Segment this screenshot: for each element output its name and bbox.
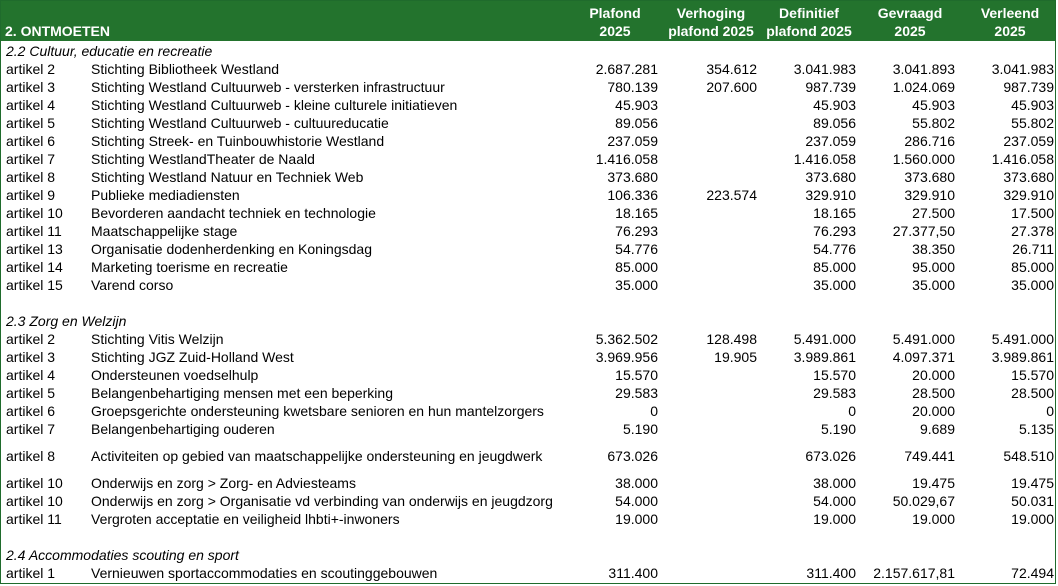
definitief-cell: 76.293 xyxy=(813,223,856,239)
plafond-cell: 54.000 xyxy=(615,493,658,509)
table-row[interactable] xyxy=(1,276,1056,294)
article-cell: artikel 13 xyxy=(6,241,63,257)
definitief-cell: 373.680 xyxy=(805,169,856,185)
description-cell: Organisatie dodenherdenking en Koningsdag xyxy=(91,241,372,257)
verleend-cell: 55.802 xyxy=(1011,115,1054,131)
plafond-cell: 0 xyxy=(650,403,658,419)
table-row[interactable] xyxy=(1,150,1056,168)
article-cell: artikel 1 xyxy=(6,565,56,581)
plafond-cell: 5.362.502 xyxy=(595,331,658,347)
table-row[interactable] xyxy=(1,222,1056,240)
table-row[interactable] xyxy=(1,402,1056,420)
description-cell: Stichting JGZ Zuid-Holland West xyxy=(91,349,294,365)
gevraagd-cell: 9.689 xyxy=(919,421,955,437)
verleend-cell: 548.510 xyxy=(1003,448,1054,464)
article-cell: artikel 3 xyxy=(6,349,56,365)
plafond-cell: 311.400 xyxy=(608,565,658,581)
section-heading: 2.3 Zorg en Welzijn xyxy=(6,313,127,329)
section-heading: 2.4 Accommodaties scouting en sport xyxy=(6,547,239,563)
definitief-cell: 45.903 xyxy=(813,97,856,113)
article-cell: artikel 8 xyxy=(6,448,56,464)
table-row[interactable] xyxy=(1,258,1056,276)
plafond-cell: 38.000 xyxy=(615,475,658,491)
article-cell: artikel 14 xyxy=(6,259,63,275)
gevraagd-cell: 28.500 xyxy=(912,385,955,401)
table-row[interactable] xyxy=(1,132,1056,150)
plafond-cell: 29.583 xyxy=(615,385,658,401)
article-cell: artikel 2 xyxy=(6,61,56,77)
description-cell: Stichting Vitis Welzijn xyxy=(91,331,224,347)
table-row[interactable] xyxy=(1,186,1056,204)
verleend-cell: 987.739 xyxy=(1003,79,1054,95)
definitief-cell: 673.026 xyxy=(805,448,856,464)
column-header-verhoging[interactable] xyxy=(661,4,761,40)
gevraagd-cell: 55.802 xyxy=(912,115,955,131)
gevraagd-cell: 27.500 xyxy=(912,205,955,221)
plafond-cell: 15.570 xyxy=(615,367,658,383)
article-cell: artikel 7 xyxy=(6,151,56,167)
gevraagd-cell: 1.560.000 xyxy=(892,151,955,167)
gevraagd-cell: 3.041.893 xyxy=(892,61,955,77)
description-cell: Activiteiten op gebied van maatschappelijke ondersteuning en jeugdwerk xyxy=(91,448,543,464)
article-cell: artikel 4 xyxy=(6,97,56,113)
verleend-cell: 26.711 xyxy=(1012,241,1054,257)
column-header-gevraagd[interactable] xyxy=(865,4,955,40)
description-cell: Belangenbehartiging ouderen xyxy=(91,421,275,437)
verhoging-cell: 207.600 xyxy=(706,79,757,95)
table-row[interactable] xyxy=(1,492,1056,510)
gevraagd-cell: 5.491.000 xyxy=(892,331,955,347)
gevraagd-cell: 4.097.371 xyxy=(892,349,955,365)
table-row[interactable] xyxy=(1,168,1056,186)
verleend-cell: 5.491.000 xyxy=(991,331,1054,347)
section-heading: 2.2 Cultuur, educatie en recreatie xyxy=(6,43,213,59)
verleend-cell: 5.135 xyxy=(1018,421,1054,437)
verleend-cell: 3.989.861 xyxy=(991,349,1054,365)
plafond-cell: 780.139 xyxy=(607,79,658,95)
verleend-cell: 27.378 xyxy=(1011,223,1054,239)
article-cell: artikel 11 xyxy=(6,223,62,239)
definitief-cell: 5.491.000 xyxy=(793,331,856,347)
table-row[interactable] xyxy=(1,78,1056,96)
article-cell: artikel 15 xyxy=(6,277,63,293)
definitief-cell: 89.056 xyxy=(813,115,856,131)
gevraagd-cell: 286.716 xyxy=(904,133,955,149)
definitief-cell: 987.739 xyxy=(805,79,856,95)
gevraagd-cell: 50.029,67 xyxy=(892,493,955,509)
table-row[interactable] xyxy=(1,474,1056,492)
column-header-plafond[interactable] xyxy=(585,4,645,40)
definitief-cell: 35.000 xyxy=(813,277,856,293)
column-header-line: Verleend xyxy=(980,5,1040,21)
article-cell: artikel 11 xyxy=(6,511,62,527)
column-header-line: Gevraagd xyxy=(877,5,943,21)
definitief-cell: 54.000 xyxy=(813,493,856,509)
gevraagd-cell: 373.680 xyxy=(904,169,955,185)
definitief-cell: 38.000 xyxy=(813,475,856,491)
plafond-cell: 89.056 xyxy=(615,115,658,131)
definitief-cell: 85.000 xyxy=(813,259,856,275)
column-header-definitief[interactable] xyxy=(759,4,859,40)
gevraagd-cell: 329.910 xyxy=(904,187,955,203)
article-cell: artikel 2 xyxy=(6,331,56,347)
verleend-cell: 0 xyxy=(1046,403,1054,419)
description-cell: Maatschappelijke stage xyxy=(91,223,238,239)
definitief-cell: 237.059 xyxy=(805,133,856,149)
gevraagd-cell: 2.157.617,81 xyxy=(873,565,955,581)
verleend-cell: 3.041.983 xyxy=(991,61,1054,77)
table-row[interactable] xyxy=(1,510,1056,528)
table-row[interactable] xyxy=(1,114,1056,132)
description-cell: Marketing toerisme en recreatie xyxy=(91,259,288,275)
column-header-line: 2025 xyxy=(994,23,1026,39)
definitief-cell: 311.400 xyxy=(806,565,856,581)
gevraagd-cell: 27.377,50 xyxy=(892,223,955,239)
description-cell: Publieke mediadiensten xyxy=(91,187,240,203)
definitief-cell: 54.776 xyxy=(813,241,856,257)
definitief-cell: 0 xyxy=(848,403,856,419)
table-row[interactable] xyxy=(1,564,1056,582)
description-cell: Belangenbehartiging mensen met een beperking xyxy=(91,385,393,401)
verleend-cell: 72.494 xyxy=(1011,565,1054,581)
gevraagd-cell: 20.000 xyxy=(912,367,955,383)
article-cell: artikel 7 xyxy=(6,421,56,437)
description-cell: Stichting Westland Cultuurweb - versterken infrastructuur xyxy=(91,79,445,95)
plafond-cell: 18.165 xyxy=(615,205,658,221)
table-row[interactable] xyxy=(1,348,1056,366)
verleend-cell: 35.000 xyxy=(1011,277,1054,293)
plafond-cell: 2.687.281 xyxy=(595,61,658,77)
description-cell: Onderwijs en zorg > Zorg- en Adviesteams xyxy=(91,475,356,491)
column-header-line: Verhoging xyxy=(676,5,746,21)
plafond-cell: 106.336 xyxy=(607,187,658,203)
description-cell: Stichting Streek- en Tuinbouwhistorie Westland xyxy=(91,133,385,149)
column-header-line: 2025 xyxy=(599,23,631,39)
verleend-cell: 85.000 xyxy=(1011,259,1054,275)
verhoging-cell: 223.574 xyxy=(706,187,757,203)
definitief-cell: 3.041.983 xyxy=(793,61,856,77)
plafond-cell: 19.000 xyxy=(615,511,658,527)
verhoging-cell: 354.612 xyxy=(706,61,757,77)
gevraagd-cell: 19.000 xyxy=(912,511,955,527)
gevraagd-cell: 19.475 xyxy=(912,475,955,491)
verhoging-cell: 128.498 xyxy=(706,331,757,347)
definitief-cell: 3.989.861 xyxy=(793,349,856,365)
section-title: 2. ONTMOETEN xyxy=(5,23,111,39)
article-cell: artikel 5 xyxy=(6,115,56,131)
article-cell: artikel 8 xyxy=(6,169,56,185)
description-cell: Stichting Westland Natuur en Techniek Web xyxy=(91,169,364,185)
definitief-cell: 5.190 xyxy=(820,421,856,437)
article-cell: artikel 3 xyxy=(6,79,56,95)
plafond-cell: 45.903 xyxy=(615,97,658,113)
description-cell: Bevorderen aandacht techniek en technologie xyxy=(91,205,376,221)
table-row[interactable] xyxy=(1,447,1056,465)
article-cell: artikel 5 xyxy=(6,385,56,401)
gevraagd-cell: 1.024.069 xyxy=(892,79,955,95)
plafond-cell: 35.000 xyxy=(615,277,658,293)
definitief-cell: 29.583 xyxy=(813,385,856,401)
gevraagd-cell: 20.000 xyxy=(912,403,955,419)
column-header-line: plafond 2025 xyxy=(668,23,754,39)
article-cell: artikel 10 xyxy=(6,493,63,509)
verleend-cell: 19.475 xyxy=(1011,475,1054,491)
article-cell: artikel 10 xyxy=(6,475,63,491)
plafond-cell: 85.000 xyxy=(615,259,658,275)
plafond-cell: 237.059 xyxy=(607,133,658,149)
verleend-cell: 45.903 xyxy=(1011,97,1054,113)
table-row[interactable] xyxy=(1,204,1056,222)
table-row[interactable] xyxy=(1,60,1056,78)
verleend-cell: 50.031 xyxy=(1011,493,1054,509)
plafond-cell: 5.190 xyxy=(622,421,658,437)
gevraagd-cell: 95.000 xyxy=(912,259,955,275)
plafond-cell: 76.293 xyxy=(615,223,658,239)
gevraagd-cell: 38.350 xyxy=(912,241,955,257)
description-cell: Vergroten acceptatie en veiligheid lhbti+-inwoners xyxy=(91,511,400,527)
column-header-line: plafond 2025 xyxy=(766,23,852,39)
description-cell: Ondersteunen voedselhulp xyxy=(91,367,259,383)
verleend-cell: 1.416.058 xyxy=(991,151,1054,167)
table-row[interactable] xyxy=(1,96,1056,114)
plafond-cell: 1.416.058 xyxy=(595,151,658,167)
article-cell: artikel 10 xyxy=(6,205,63,221)
verleend-cell: 19.000 xyxy=(1011,511,1054,527)
article-cell: artikel 6 xyxy=(6,133,56,149)
verleend-cell: 373.680 xyxy=(1003,169,1054,185)
plafond-cell: 673.026 xyxy=(607,448,658,464)
description-cell: Stichting Bibliotheek Westland xyxy=(91,61,280,77)
description-cell: Stichting WestlandTheater de Naald xyxy=(91,151,315,167)
table-row[interactable] xyxy=(1,366,1056,384)
verleend-cell: 28.500 xyxy=(1011,385,1054,401)
description-cell: Stichting Westland Cultuurweb - kleine culturele initiatieven xyxy=(91,97,458,113)
verleend-cell: 329.910 xyxy=(1003,187,1054,203)
plafond-cell: 54.776 xyxy=(615,241,658,257)
description-cell: Vernieuwen sportaccommodaties en scoutinggebouwen xyxy=(91,565,438,581)
article-cell: artikel 9 xyxy=(6,187,56,203)
gevraagd-cell: 45.903 xyxy=(912,97,955,113)
plafond-cell: 373.680 xyxy=(607,169,658,185)
description-cell: Onderwijs en zorg > Organisatie vd verbinding van onderwijs en jeugdzorg xyxy=(91,493,553,509)
definitief-cell: 15.570 xyxy=(813,367,856,383)
verleend-cell: 237.059 xyxy=(1003,133,1054,149)
article-cell: artikel 6 xyxy=(6,403,56,419)
plafond-cell: 3.969.956 xyxy=(595,349,658,365)
definitief-cell: 329.910 xyxy=(805,187,856,203)
definitief-cell: 1.416.058 xyxy=(793,151,856,167)
column-header-line: Plafond xyxy=(589,5,641,21)
description-cell: Groepsgerichte ondersteuning kwetsbare senioren en hun mantelzorgers xyxy=(91,403,544,419)
description-cell: Stichting Westland Cultuurweb - cultuureducatie xyxy=(91,115,389,131)
table-row[interactable] xyxy=(1,384,1056,402)
table-row[interactable] xyxy=(1,330,1056,348)
gevraagd-cell: 749.441 xyxy=(904,448,955,464)
table-row[interactable] xyxy=(1,420,1056,438)
definitief-cell: 19.000 xyxy=(813,511,856,527)
column-header-verleend[interactable] xyxy=(965,4,1055,40)
column-header-line: Definitief xyxy=(779,5,839,21)
verhoging-cell: 19.905 xyxy=(714,349,757,365)
verleend-cell: 17.500 xyxy=(1011,205,1054,221)
definitief-cell: 18.165 xyxy=(813,205,856,221)
gevraagd-cell: 35.000 xyxy=(912,277,955,293)
header-bar xyxy=(1,1,1056,41)
article-cell: artikel 4 xyxy=(6,367,56,383)
column-header-line: 2025 xyxy=(894,23,926,39)
description-cell: Varend corso xyxy=(91,277,174,293)
table-row[interactable] xyxy=(1,240,1056,258)
verleend-cell: 15.570 xyxy=(1011,367,1054,383)
